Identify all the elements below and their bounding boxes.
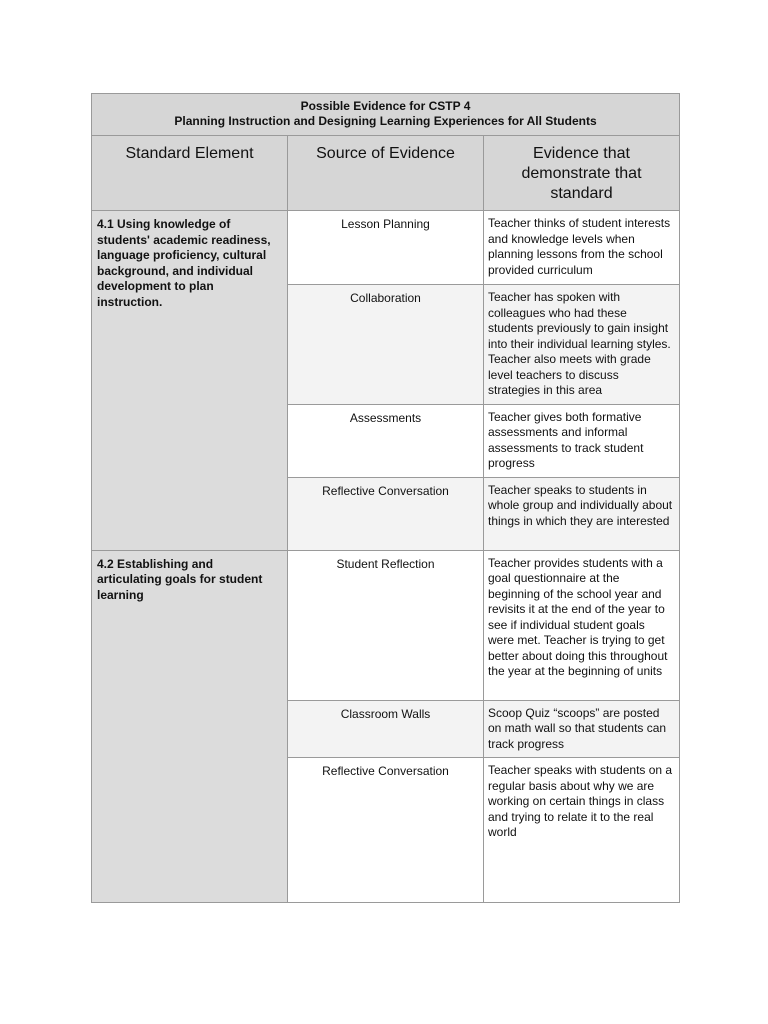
evidence-table: [91, 93, 680, 903]
evidence-cell: Teacher thinks of student interests and knowledge levels when planning lessons from the school provided curriculum: [484, 211, 680, 285]
source-cell: Lesson Planning: [288, 211, 484, 285]
source-cell: Assessments: [288, 404, 484, 477]
table-title: [92, 94, 680, 136]
evidence-cell: Teacher speaks with students on a regular basis about why we are working on certain things in class and trying to relate it to the real world: [484, 758, 680, 903]
evidence-cell: Scoop Quiz “scoops” are posted on math wall so that students can track progress: [484, 700, 680, 758]
evidence-cell: Teacher speaks to students in whole group and individually about things in which they are interested: [484, 477, 680, 550]
evidence-cell: Teacher gives both formative assessments and informal assessments to track student progress: [484, 404, 680, 477]
standard-element-4-1: 4.1 Using knowledge of students' academic readiness, language proficiency, cultural background, and individual development to plan instruction.: [92, 211, 288, 551]
source-cell: Student Reflection: [288, 550, 484, 700]
table-title-line-1: Possible Evidence for CSTP 4: [300, 99, 471, 113]
table-row: [92, 550, 680, 700]
source-cell: Collaboration: [288, 285, 484, 405]
evidence-cell: Teacher provides students with a goal questionnaire at the beginning of the school year and revisits it at the end of the year to see if individual student goals were met. Teacher is trying to get better about doing this throughout the year at the beginning of units: [484, 550, 680, 700]
evidence-cell: Teacher has spoken with colleagues who had these students previously to gain insight into their individual learning styles. Teacher also meets with grade level teachers to discuss strategies in this area: [484, 285, 680, 405]
table-title-row: [92, 94, 680, 136]
source-cell: Reflective Conversation: [288, 477, 484, 550]
standard-element-4-2: 4.2 Establishing and articulating goals for student learning: [92, 550, 288, 903]
table-title-line-2: Planning Instruction and Designing Learning Experiences for All Students: [174, 114, 597, 128]
column-header-row: [92, 136, 680, 211]
header-source-of-evidence: Source of Evidence: [288, 136, 484, 211]
source-cell: Classroom Walls: [288, 700, 484, 758]
source-cell: Reflective Conversation: [288, 758, 484, 903]
table-row: [92, 211, 680, 285]
header-standard-element: Standard Element: [92, 136, 288, 211]
header-evidence: Evidence that demonstrate that standard: [484, 136, 680, 211]
